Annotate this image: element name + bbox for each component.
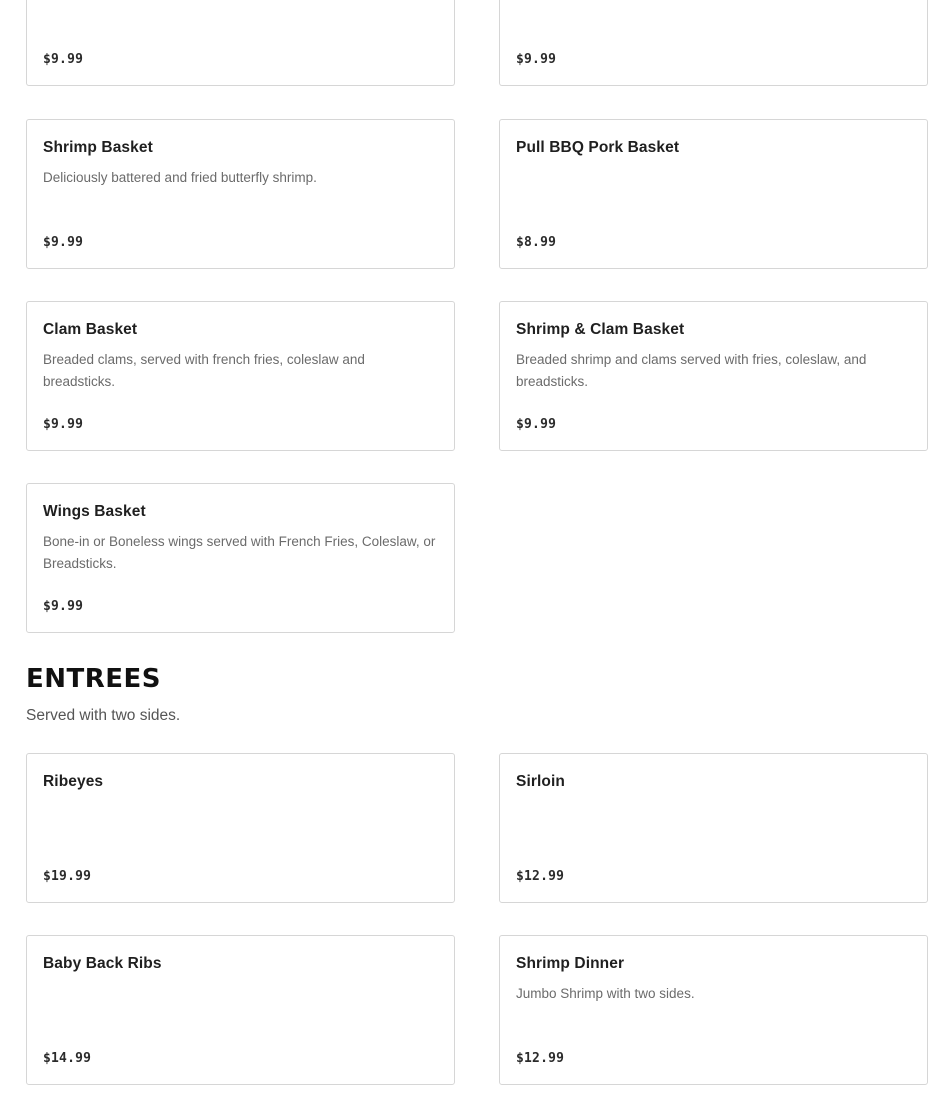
menu-item-card[interactable] [26, 119, 455, 269]
menu-item-card[interactable] [26, 483, 455, 633]
menu-item-price: $19.99 [43, 869, 92, 884]
menu-item-name: Ribeyes [43, 773, 104, 790]
menu-item-card[interactable] [499, 301, 928, 451]
menu-item-description: Jumbo Shrimp with two sides. [516, 986, 695, 1001]
menu-item-price: $14.99 [43, 1051, 92, 1066]
menu-item-name: Shrimp Dinner [516, 955, 625, 972]
menu-item-price: $9.99 [43, 52, 84, 67]
menu-item-description: Bone-in or Boneless wings served with French Fries, Coleslaw, or Breadsticks. [43, 534, 436, 571]
menu-item-price: $12.99 [516, 1051, 565, 1066]
menu-item-card[interactable] [499, 0, 928, 86]
menu-item-name: Clam Basket [43, 321, 138, 338]
menu-item-name: Baby Back Ribs [43, 955, 162, 972]
menu-item-name: Sirloin [516, 773, 565, 790]
menu-item-card[interactable] [26, 0, 455, 86]
menu-item-price: $9.99 [43, 235, 84, 250]
menu-item-description: Deliciously battered and fried butterfly shrimp. [43, 170, 317, 185]
menu-item-price: $9.99 [43, 599, 84, 614]
menu-item-price: $9.99 [516, 417, 557, 432]
menu-item-price: $12.99 [516, 869, 565, 884]
menu-item-name: Shrimp Basket [43, 139, 153, 156]
menu-item-card[interactable] [499, 935, 928, 1085]
section-title: ENTREES [26, 664, 162, 694]
menu-item-price: $8.99 [516, 235, 557, 250]
menu-item-card[interactable] [26, 753, 455, 903]
menu-item-card[interactable] [26, 935, 455, 1085]
menu-item-card[interactable] [26, 301, 455, 451]
menu-item-name: Pull BBQ Pork Basket [516, 139, 680, 156]
menu-item-name: Shrimp & Clam Basket [516, 321, 685, 338]
section-subtitle: Served with two sides. [26, 707, 181, 724]
menu-item-description: Breaded shrimp and clams served with fries, coleslaw, and breadsticks. [516, 352, 867, 389]
menu-item-price: $9.99 [516, 52, 557, 67]
menu-item-card[interactable] [499, 119, 928, 269]
menu-item-description: Breaded clams, served with french fries, coleslaw and breadsticks. [43, 352, 365, 389]
menu-item-card[interactable] [499, 753, 928, 903]
menu-item-name: Wings Basket [43, 503, 146, 520]
menu-item-price: $9.99 [43, 417, 84, 432]
